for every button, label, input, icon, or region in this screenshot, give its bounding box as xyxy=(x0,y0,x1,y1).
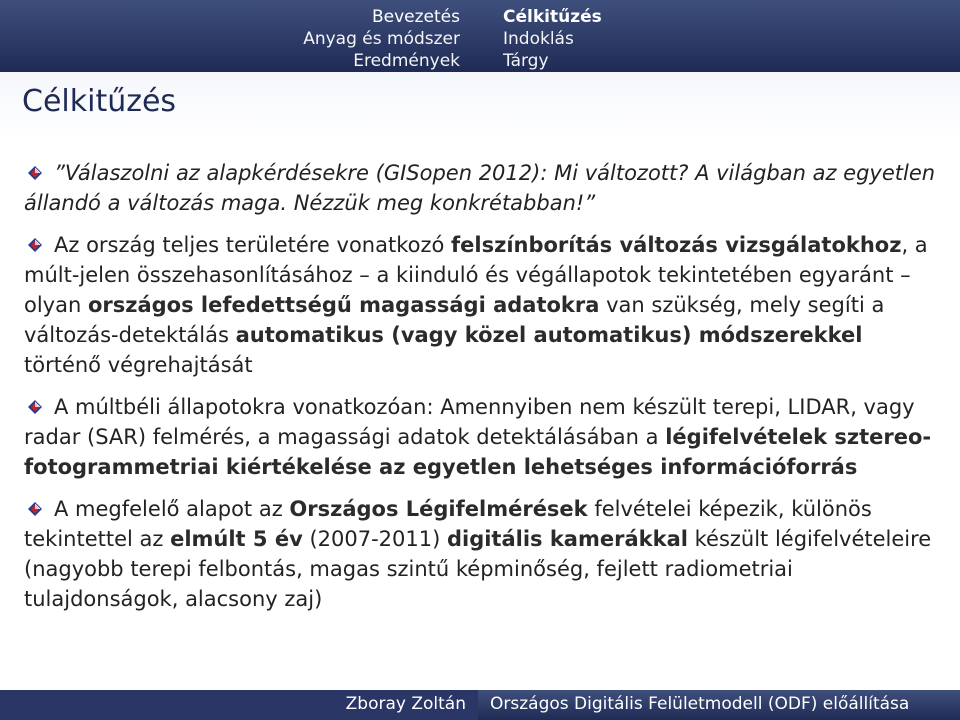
text-segment: A megfelelő alapot az xyxy=(54,497,290,521)
nav-item-eredmenyek[interactable]: Eredmények xyxy=(353,51,460,71)
bullet-paragraph xyxy=(24,158,936,218)
bold-text-segment: légifelvételek sztereo-fotogrammetriai kiértékelése az egyetlen lehetséges információforrás xyxy=(24,425,932,479)
bullet-paragraph xyxy=(24,230,936,380)
text-segment: van szükség, mely segíti a változás-detektálás xyxy=(24,293,885,347)
diamond-bullet-icon xyxy=(28,400,42,414)
bold-text-segment: felszínborítás változás vizsgálatokhoz xyxy=(451,233,902,257)
paragraph-text xyxy=(24,230,936,380)
paragraph-text xyxy=(24,494,936,614)
bold-text-segment: digitális kamerákkal xyxy=(446,527,688,551)
paragraph-text xyxy=(24,158,936,218)
footer-author: Zboray Zoltán xyxy=(345,694,466,714)
text-segment: Az ország teljes területére vonatkozó xyxy=(54,233,452,257)
nav-item-indoklas[interactable]: Indoklás xyxy=(503,29,574,49)
text-segment: történő végrehajtását xyxy=(24,353,253,377)
diamond-bullet-icon xyxy=(28,166,42,180)
paragraph-text xyxy=(24,392,936,482)
nav-item-targy[interactable]: Tárgy xyxy=(503,51,549,71)
bold-text-segment: automatikus (vagy közel automatikus) módszerekkel xyxy=(235,323,863,347)
nav-item-anyag-es-modszer[interactable]: Anyag és módszer xyxy=(303,29,460,49)
diamond-bullet-icon xyxy=(28,238,42,252)
nav-section-left xyxy=(270,6,460,72)
text-segment: felvételei képezik, különös tekintettel az xyxy=(24,497,872,551)
text-segment: (2007-2011) xyxy=(302,527,447,551)
text-segment: készült légifelvételeire (nagyobb terepi felbontás, magas szintű képminőség, fejlett radiometriai tulajdonságok, alacsony zaj) xyxy=(24,527,932,611)
bold-text-segment: Országos Légifelmérések xyxy=(289,497,588,521)
bold-text-segment: elmúlt 5 év xyxy=(170,527,303,551)
italic-text-segment: ”Válaszolni az alapkérdésekre (GISopen 2012): Mi változott? A világban az egyetlen állandó a változás maga. Nézzük meg konkrétabban!” xyxy=(24,161,936,215)
diamond-bullet-icon xyxy=(28,502,42,516)
footer-topic: Országos Digitális Felületmodell (ODF) előállítása xyxy=(490,694,910,714)
navigation-bar xyxy=(0,0,960,72)
nav-item-celkituzes[interactable]: Célkitűzés xyxy=(503,7,602,27)
slide-footer xyxy=(0,690,960,720)
bullet-paragraph xyxy=(24,392,936,482)
bullet-paragraph xyxy=(24,494,936,614)
slide-title: Célkitűzés xyxy=(22,84,177,119)
text-segment: A múltbéli állapotokra vonatkozóan: Amennyiben nem készült terepi, LIDAR, vagy radar (SAR) felmérés, a magassági adatok detektálásában a xyxy=(24,395,915,449)
slide-content xyxy=(24,158,936,626)
nav-item-bevezetes[interactable]: Bevezetés xyxy=(371,7,460,27)
text-segment: , a múlt-jelen összehasonlításához – a kiinduló és végállapotok tekintetében egyaránt – olyan xyxy=(24,233,928,317)
nav-section-right xyxy=(503,6,703,72)
bold-text-segment: országos lefedettségű magassági adatokra xyxy=(87,293,600,317)
